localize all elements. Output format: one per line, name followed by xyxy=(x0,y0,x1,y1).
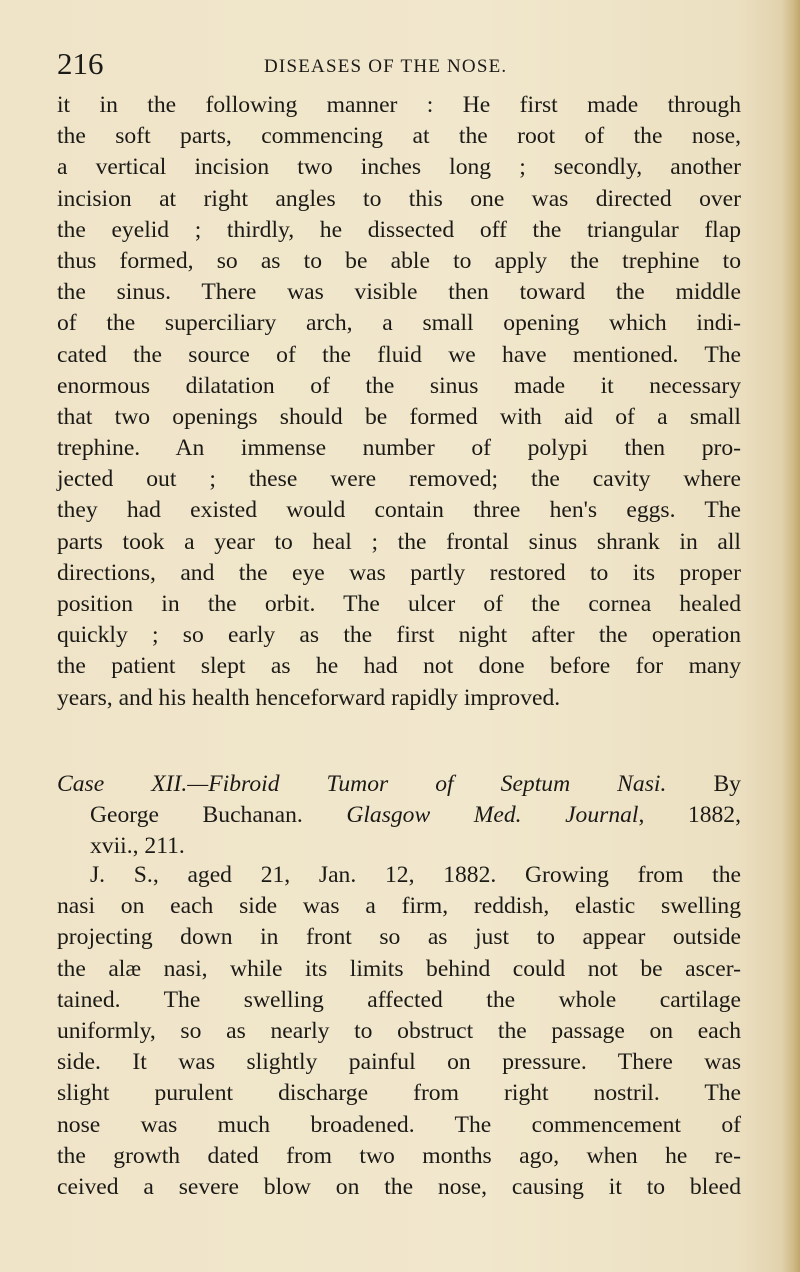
text-line: they had existed would contain three hen's eggs. The xyxy=(57,497,741,524)
text-line: the patient slept as he had not done before for many xyxy=(57,653,741,680)
volume-page: xvii., 211. xyxy=(90,833,185,860)
case-title: Fibroid Tumor of Septum Nasi. xyxy=(208,771,667,797)
text-line: the eyelid ; thirdly, he dissected off the triangular flap xyxy=(57,216,741,243)
text-line: side. It was slightly painful on pressure. There was xyxy=(57,1049,741,1076)
text-line: of the superciliary arch, a small opening which indi- xyxy=(57,310,741,337)
text-line: J. S., aged 21, Jan. 12, 1882. Growing from the xyxy=(90,862,741,888)
text-line: nasi on each side was a firm, reddish, elastic swelling xyxy=(57,893,741,920)
text-line: nose was much broadened. The commencement of xyxy=(57,1111,741,1138)
citation-line-2 xyxy=(57,800,741,831)
text-line: uniformly, so as nearly to obstruct the passage on each xyxy=(57,1017,741,1044)
page-number: 216 xyxy=(57,46,104,81)
case-report xyxy=(57,860,741,1203)
text-line: a vertical incision two inches long ; secondly, another xyxy=(57,154,741,181)
text-line: the alæ nasi, while its limits behind could not be ascer- xyxy=(57,955,741,982)
text-line: jected out ; these were removed; the cavity where xyxy=(57,466,741,493)
citation-by: By xyxy=(713,771,741,797)
text-line: incision at right angles to this one was directed over xyxy=(57,185,741,212)
paragraph-continuation xyxy=(57,90,741,714)
text-line: directions, and the eye was partly restored to its proper xyxy=(57,559,741,586)
case-citation xyxy=(57,769,741,863)
text-line: ceived a severe blow on the nose, causing it to bleed xyxy=(57,1173,741,1200)
text-line: position in the orbit. The ulcer of the cornea healed xyxy=(57,591,741,617)
journal-year: , 1882, xyxy=(638,802,741,829)
text-line: cated the source of the fluid we have mentioned. The xyxy=(57,341,741,368)
text-line: trephine. An immense number of polypi then pro- xyxy=(57,435,741,462)
text-line: the soft parts, commencing at the root of the nose, xyxy=(57,123,741,150)
text-line: it in the following manner : He first made through xyxy=(57,92,741,118)
running-head: DISEASES OF THE NOSE. xyxy=(264,56,508,77)
text-line: slight purulent discharge from right nostril. The xyxy=(57,1080,741,1107)
text-line: projecting down in front so as just to appear outside xyxy=(57,924,741,951)
text-line: years, and his health henceforward rapidly improved. xyxy=(57,684,561,711)
text-line: enormous dilatation of the sinus made it necessary xyxy=(57,372,741,399)
journal-name: Glasgow Med. Journal xyxy=(346,802,639,829)
citation-line-1: Case XII.—Fibroid Tumor of Septum Nasi. By xyxy=(57,771,741,797)
text-line: thus formed, so as to be able to apply the trephine to xyxy=(57,247,741,274)
case-author: George Buchanan. xyxy=(90,802,303,829)
text-line: that two openings should be formed with aid of a small xyxy=(57,403,741,430)
page-header xyxy=(57,46,757,80)
citation-line-3 xyxy=(57,831,741,862)
case-label: Case XII. xyxy=(57,771,188,797)
text-line: the growth dated from two months ago, when he re- xyxy=(57,1142,741,1169)
page-edge-shadow xyxy=(782,0,800,1272)
text-line: tained. The swelling affected the whole cartilage xyxy=(57,986,741,1013)
text-line: quickly ; so early as the first night after the operation xyxy=(57,622,741,649)
text-line: the sinus. There was visible then toward the middle xyxy=(57,279,741,306)
text-line: parts took a year to heal ; the frontal sinus shrank in all xyxy=(57,528,741,555)
